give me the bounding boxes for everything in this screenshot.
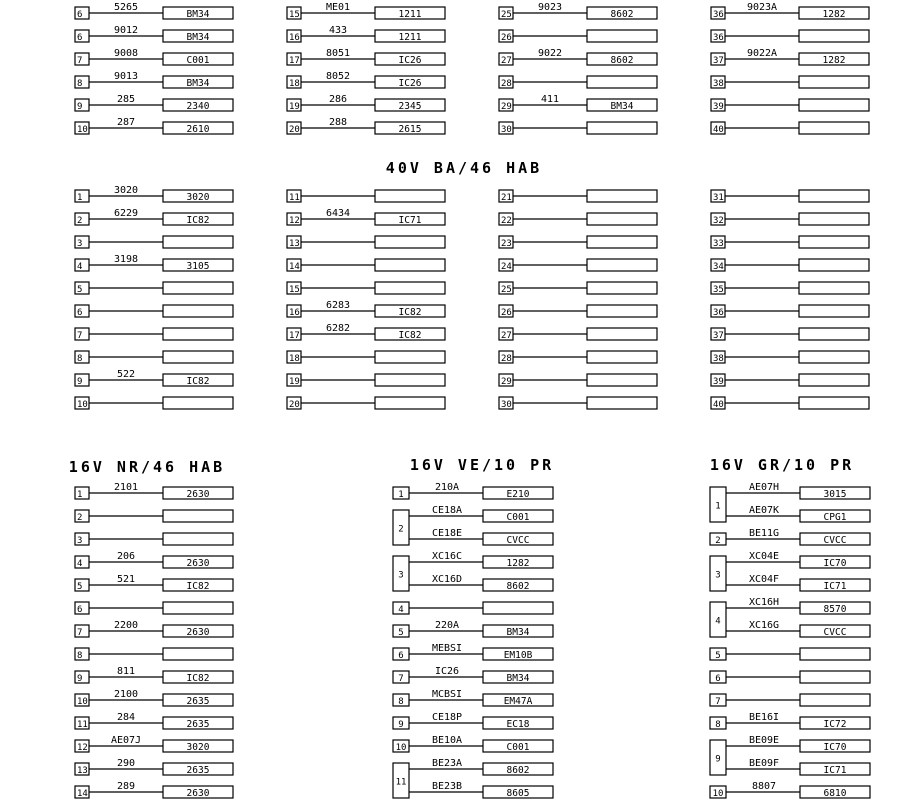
wire-label: CE18A xyxy=(431,505,463,516)
wire-label: 287 xyxy=(116,117,136,128)
destination-box xyxy=(587,282,657,294)
pin-number: 2 xyxy=(715,536,721,546)
destination-box xyxy=(163,328,233,340)
pin-number: 26 xyxy=(501,33,512,43)
pin-number: 8 xyxy=(77,79,83,89)
pin-number: 9 xyxy=(398,720,404,730)
pin-number: 18 xyxy=(289,354,300,364)
pin-number: 6 xyxy=(77,605,83,615)
pin-number: 37 xyxy=(713,331,724,341)
pin-number: 21 xyxy=(501,193,512,203)
destination-box xyxy=(163,510,233,522)
wire-label: 285 xyxy=(116,94,136,105)
destination-label: BM34 xyxy=(186,78,210,89)
wire-label: XC16H xyxy=(748,597,780,608)
destination-label: BM34 xyxy=(186,9,210,20)
destination-label: 2635 xyxy=(186,696,210,707)
destination-label: 2630 xyxy=(186,627,210,638)
destination-label: IC82 xyxy=(398,330,422,341)
pin-number: 36 xyxy=(713,308,724,318)
destination-label: BM34 xyxy=(506,627,530,638)
destination-box xyxy=(163,282,233,294)
wire-label: 9013 xyxy=(113,71,139,82)
pin-number: 25 xyxy=(501,285,512,295)
pin-number: 8 xyxy=(77,354,83,364)
destination-box xyxy=(800,694,870,706)
pin-number: 11 xyxy=(289,193,300,203)
pin-number: 7 xyxy=(77,331,83,341)
wire-label: 411 xyxy=(540,94,560,105)
pin-number: 1 xyxy=(398,490,404,500)
pin-number: 8 xyxy=(398,697,404,707)
pin-number: 1 xyxy=(77,490,83,500)
destination-label: 3105 xyxy=(186,261,210,272)
destination-label: 2635 xyxy=(186,765,210,776)
destination-label: IC26 xyxy=(398,55,422,66)
destination-label: 1211 xyxy=(398,9,422,20)
destination-box xyxy=(587,374,657,386)
pin-number: 12 xyxy=(289,216,300,226)
wire-label: 286 xyxy=(328,94,348,105)
pin-number: 35 xyxy=(713,285,724,295)
pin-number: 29 xyxy=(501,377,512,387)
wire-label: 284 xyxy=(116,712,136,723)
destination-box xyxy=(483,602,553,614)
pin-number: 9 xyxy=(77,674,83,684)
pin-number: 11 xyxy=(77,720,88,730)
destination-box xyxy=(587,30,657,42)
pin-number: 7 xyxy=(715,697,721,707)
wire-label: 210A xyxy=(434,482,460,493)
pin-number: 4 xyxy=(398,605,404,615)
pin-number: 26 xyxy=(501,308,512,318)
destination-box xyxy=(587,76,657,88)
pin-number: 18 xyxy=(289,79,300,89)
pin-number: 25 xyxy=(501,10,512,20)
wire-label: 9023A xyxy=(746,2,778,13)
destination-box xyxy=(163,602,233,614)
pin-number: 1 xyxy=(77,193,83,203)
wire-label: 6229 xyxy=(113,208,139,219)
wire-label: CE18P xyxy=(431,712,463,723)
wire-label: XC16C xyxy=(431,551,463,562)
wire-label: ME01 xyxy=(325,2,351,13)
destination-box xyxy=(163,397,233,409)
pin-number: 39 xyxy=(713,377,724,387)
destination-label: 3015 xyxy=(823,489,847,500)
destination-label: 6810 xyxy=(823,788,847,799)
destination-label: 2635 xyxy=(186,719,210,730)
destination-label: 3020 xyxy=(186,192,210,203)
destination-label: BM34 xyxy=(506,673,530,684)
wire-label: XC16G xyxy=(748,620,780,631)
pin-number: 10 xyxy=(712,789,724,799)
pin-number: 12 xyxy=(77,743,88,753)
destination-label: C001 xyxy=(506,742,530,753)
destination-label: IC26 xyxy=(398,78,422,89)
destination-label: IC71 xyxy=(398,215,422,226)
wire-label: XC04E xyxy=(748,551,780,562)
pin-number: 17 xyxy=(289,331,300,341)
wire-label: 220A xyxy=(434,620,460,631)
destination-label: 8570 xyxy=(823,604,847,615)
destination-box xyxy=(375,397,445,409)
pin-number: 10 xyxy=(77,400,88,410)
destination-label: 8602 xyxy=(506,581,530,592)
pin-number: 34 xyxy=(713,262,724,272)
destination-box xyxy=(163,305,233,317)
destination-label: CVCC xyxy=(823,535,847,546)
destination-label: BM34 xyxy=(186,32,210,43)
pin-number: 36 xyxy=(713,33,724,43)
destination-box xyxy=(799,30,869,42)
pin-number: 24 xyxy=(501,262,512,272)
pin-number: 13 xyxy=(289,239,300,249)
destination-label: CVCC xyxy=(823,627,847,638)
destination-label: E210 xyxy=(506,489,530,500)
wire-label: 522 xyxy=(116,369,136,380)
pin-number: 27 xyxy=(501,56,512,66)
wire-label: 2100 xyxy=(113,689,139,700)
wire-label: BE23B xyxy=(431,781,463,792)
pin-number: 4 xyxy=(77,559,83,569)
destination-label: IC82 xyxy=(186,673,210,684)
destination-label: IC82 xyxy=(186,215,210,226)
wire-label: BE16I xyxy=(748,712,780,723)
destination-label: IC70 xyxy=(823,558,847,569)
pin-number: 6 xyxy=(77,308,83,318)
pin-number: 29 xyxy=(501,102,512,112)
wire-label: BE09E xyxy=(748,735,780,746)
destination-label: 1211 xyxy=(398,32,422,43)
wire-label: 6283 xyxy=(325,300,351,311)
destination-box xyxy=(587,305,657,317)
destination-label: 8602 xyxy=(610,9,634,20)
destination-box xyxy=(587,351,657,363)
destination-label: IC71 xyxy=(823,765,847,776)
wire-label: BE23A xyxy=(431,758,463,769)
wire-label: AE07K xyxy=(748,505,780,516)
destination-label: IC70 xyxy=(823,742,847,753)
wire-label: MCBSI xyxy=(431,689,463,700)
destination-box xyxy=(799,397,869,409)
destination-label: IC72 xyxy=(823,719,847,730)
destination-box xyxy=(375,190,445,202)
pin-number: 10 xyxy=(395,743,407,753)
destination-label: EC18 xyxy=(506,719,530,730)
pin-number: 3 xyxy=(398,570,404,581)
destination-box xyxy=(587,328,657,340)
destination-box xyxy=(587,190,657,202)
destination-label: IC82 xyxy=(186,376,210,387)
pin-number: 2 xyxy=(77,216,83,226)
pin-number: 5 xyxy=(77,582,83,592)
destination-box xyxy=(800,648,870,660)
destination-box xyxy=(375,282,445,294)
destination-label: 1282 xyxy=(822,55,846,66)
destination-label: IC82 xyxy=(398,307,422,318)
pin-number: 4 xyxy=(77,262,83,272)
destination-label: IC71 xyxy=(823,581,847,592)
destination-label: IC82 xyxy=(186,581,210,592)
destination-box xyxy=(587,213,657,225)
pin-number: 15 xyxy=(289,285,300,295)
wire-label: 9022A xyxy=(746,48,778,59)
pin-number: 6 xyxy=(398,651,404,661)
pin-number: 31 xyxy=(713,193,724,203)
pin-number: 27 xyxy=(501,331,512,341)
destination-label: EM47A xyxy=(503,696,533,707)
destination-label: 2630 xyxy=(186,788,210,799)
wire-label: 9012 xyxy=(113,25,139,36)
pin-number: 38 xyxy=(713,354,724,364)
pin-number: 33 xyxy=(713,239,724,249)
wire-label: IC26 xyxy=(434,666,460,677)
destination-box xyxy=(799,190,869,202)
destination-label: 3020 xyxy=(186,742,210,753)
pin-number: 30 xyxy=(501,400,512,410)
pin-number: 28 xyxy=(501,354,512,364)
pin-number: 16 xyxy=(289,308,300,318)
destination-box xyxy=(799,374,869,386)
pin-number: 17 xyxy=(289,56,300,66)
destination-box xyxy=(587,236,657,248)
pin-number: 38 xyxy=(713,79,724,89)
wire-label: 811 xyxy=(116,666,136,677)
destination-box xyxy=(163,236,233,248)
wire-label: 3198 xyxy=(113,254,139,265)
pin-number: 6 xyxy=(77,33,83,43)
destination-label: BM34 xyxy=(610,101,634,112)
title-16v-gr-10-pr: 16V GR/10 PR xyxy=(709,456,855,474)
pin-number: 16 xyxy=(289,33,300,43)
pin-number: 6 xyxy=(715,674,721,684)
destination-label: 1282 xyxy=(822,9,846,20)
wire-label: BE10A xyxy=(431,735,463,746)
pin-number: 10 xyxy=(77,697,88,707)
pin-number: 28 xyxy=(501,79,512,89)
wire-label: 433 xyxy=(328,25,348,36)
pin-number: 5 xyxy=(398,628,404,638)
pin-number: 15 xyxy=(289,10,300,20)
pin-number: 32 xyxy=(713,216,724,226)
pin-number: 3 xyxy=(715,570,721,581)
wire-label: AE07J xyxy=(110,735,142,746)
destination-label: 2615 xyxy=(398,124,422,135)
wire-label: 2200 xyxy=(113,620,139,631)
wire-label: 290 xyxy=(116,758,136,769)
destination-box xyxy=(799,305,869,317)
wire-label: 6434 xyxy=(325,208,351,219)
destination-box xyxy=(375,351,445,363)
destination-box xyxy=(163,533,233,545)
destination-box xyxy=(375,374,445,386)
title-16v-nr-46-hab: 16V NR/46 HAB xyxy=(68,458,226,476)
wire-label: 5265 xyxy=(113,2,139,13)
destination-box xyxy=(800,671,870,683)
destination-label: EM10B xyxy=(503,650,533,661)
destination-box xyxy=(799,99,869,111)
wire-label: BE11G xyxy=(748,528,780,539)
pin-number: 1 xyxy=(715,501,721,512)
pin-number: 8 xyxy=(77,651,83,661)
pin-number: 9 xyxy=(77,102,83,112)
destination-box xyxy=(799,236,869,248)
pin-number: 14 xyxy=(77,789,88,799)
pin-number: 11 xyxy=(395,777,407,788)
pin-number: 7 xyxy=(77,628,83,638)
destination-label: C001 xyxy=(506,512,530,523)
destination-box xyxy=(375,259,445,271)
pin-number: 19 xyxy=(289,377,300,387)
destination-box xyxy=(375,236,445,248)
pin-number: 40 xyxy=(713,400,724,410)
wire-label: AE07H xyxy=(748,482,780,493)
wire-label: XC04F xyxy=(748,574,780,585)
destination-label: 2630 xyxy=(186,558,210,569)
pin-number: 7 xyxy=(77,56,83,66)
wire-label: 8807 xyxy=(751,781,777,792)
destination-box xyxy=(799,328,869,340)
wire-label: 8051 xyxy=(325,48,351,59)
pin-number: 3 xyxy=(77,239,83,249)
wire-label: 3020 xyxy=(113,185,139,196)
pin-number: 10 xyxy=(77,125,88,135)
destination-box xyxy=(799,76,869,88)
pin-number: 2 xyxy=(77,513,83,523)
wire-label: MEBSI xyxy=(431,643,463,654)
destination-box xyxy=(799,351,869,363)
destination-label: CPG1 xyxy=(823,512,847,523)
pin-number: 22 xyxy=(501,216,512,226)
pin-number: 37 xyxy=(713,56,724,66)
pin-number: 6 xyxy=(77,10,83,20)
pin-number: 9 xyxy=(715,754,721,765)
pin-number: 13 xyxy=(77,766,88,776)
title-16v-ve-10-pr: 16V VE/10 PR xyxy=(409,456,555,474)
pin-number: 39 xyxy=(713,102,724,112)
destination-label: 1282 xyxy=(506,558,530,569)
pin-number: 36 xyxy=(713,10,724,20)
destination-label: 2345 xyxy=(398,101,422,112)
wire-label: XC16D xyxy=(431,574,463,585)
destination-box xyxy=(799,213,869,225)
pin-number: 4 xyxy=(715,616,721,627)
pin-number: 19 xyxy=(289,102,300,112)
pin-number: 7 xyxy=(398,674,404,684)
wire-label: BE09F xyxy=(748,758,780,769)
pin-number: 8 xyxy=(715,720,721,730)
destination-label: C001 xyxy=(186,55,210,66)
pin-number: 9 xyxy=(77,377,83,387)
wire-label: 6282 xyxy=(325,323,351,334)
destination-box xyxy=(799,282,869,294)
wire-label: 289 xyxy=(116,781,136,792)
destination-label: 8602 xyxy=(610,55,634,66)
pin-number: 40 xyxy=(713,125,724,135)
wire-label: 521 xyxy=(116,574,136,585)
wire-label: 8052 xyxy=(325,71,351,82)
wire-label: 2101 xyxy=(113,482,139,493)
destination-label: 8605 xyxy=(506,788,530,799)
wire-label: 9023 xyxy=(537,2,563,13)
pin-number: 23 xyxy=(501,239,512,249)
pin-number: 5 xyxy=(715,651,721,661)
pin-number: 3 xyxy=(77,536,83,546)
destination-label: 2630 xyxy=(186,489,210,500)
pin-number: 20 xyxy=(289,125,300,135)
destination-label: 2610 xyxy=(186,124,210,135)
destination-box xyxy=(799,259,869,271)
wire-label: 9022 xyxy=(537,48,563,59)
wire-label: 206 xyxy=(116,551,136,562)
destination-box xyxy=(163,648,233,660)
wire-label: 288 xyxy=(328,117,348,128)
pin-number: 2 xyxy=(398,524,404,535)
destination-box xyxy=(163,351,233,363)
destination-label: 2340 xyxy=(186,101,210,112)
pin-number: 14 xyxy=(289,262,300,272)
destination-box xyxy=(587,259,657,271)
wire-label: 9008 xyxy=(113,48,139,59)
pin-number: 20 xyxy=(289,400,300,410)
destination-box xyxy=(587,122,657,134)
pin-number: 5 xyxy=(77,285,83,295)
destination-box xyxy=(799,122,869,134)
destination-box xyxy=(587,397,657,409)
destination-label: CVCC xyxy=(506,535,530,546)
destination-label: 8602 xyxy=(506,765,530,776)
wire-label: CE18E xyxy=(431,528,463,539)
pin-number: 30 xyxy=(501,125,512,135)
title-40v-ba-46-hab: 40V BA/46 HAB xyxy=(385,159,543,177)
